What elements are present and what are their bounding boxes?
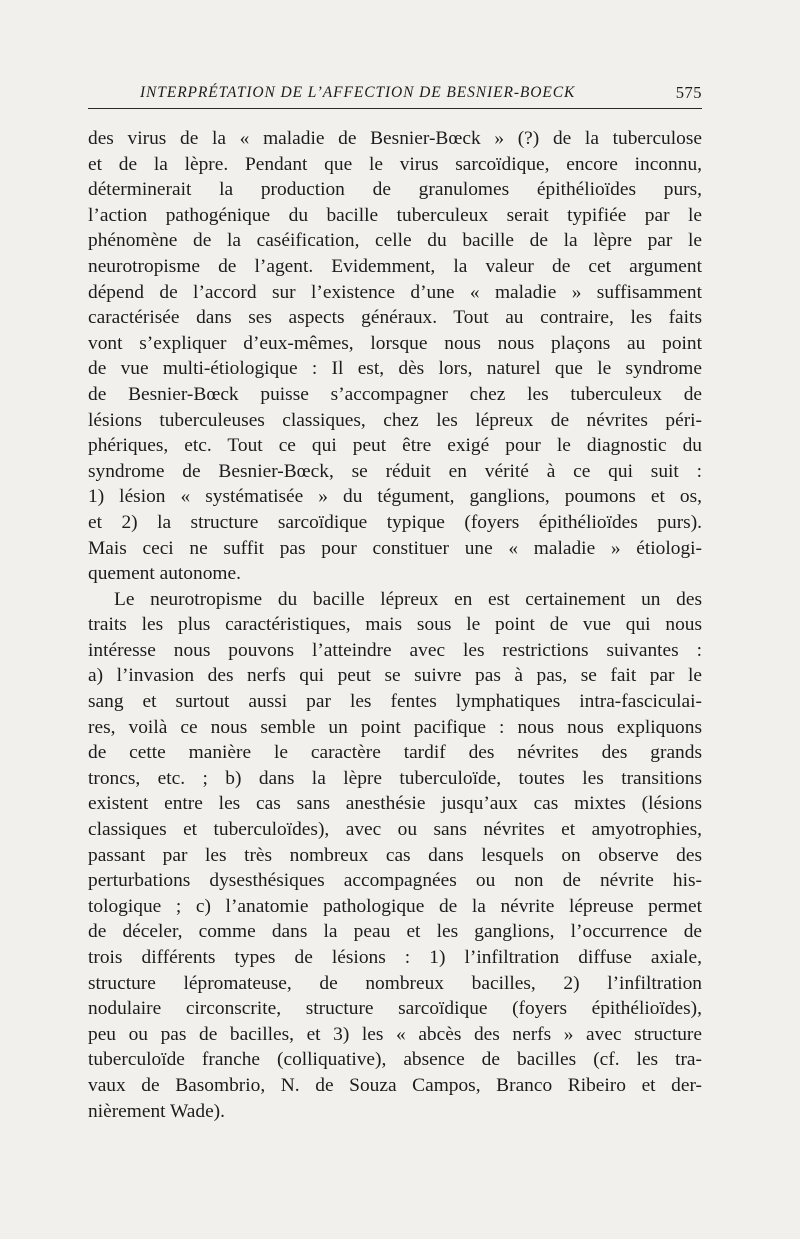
text-line: nodulaire circonscrite, structure sarcoïdique (foyers épithélioïdes), — [88, 998, 702, 1020]
text-line: vaux de Basombrio, N. de Souza Campos, Branco Ribeiro et der- — [88, 1074, 702, 1096]
text-line: Mais ceci ne suffit pas pour constituer une « maladie » étiologi- — [88, 537, 702, 559]
paragraph-2 — [88, 587, 702, 1124]
text-line: de déceler, comme dans la peau et les ganglions, l’occurrence de — [88, 921, 702, 943]
text-line: intéresse nous pouvons l’atteindre avec les restrictions suivantes : — [88, 639, 702, 661]
text-line: et de la lèpre. Pendant que le virus sarcoïdique, encore inconnu, — [88, 153, 702, 175]
text-line: peu ou pas de bacilles, et 3) les « abcès des nerfs » avec structure — [88, 1023, 702, 1045]
text-line: troncs, etc. ; b) dans la lèpre tuberculoïde, toutes les transitions — [88, 767, 702, 789]
text-line: passant par les très nombreux cas dans lesquels on observe des — [88, 844, 702, 866]
text-line: neurotropisme de l’agent. Evidemment, la valeur de cet argument — [88, 255, 702, 277]
text-line: de vue multi-étiologique : Il est, dès lors, naturel que le syndrome — [88, 358, 702, 380]
text-line: phériques, etc. Tout ce qui peut être exigé pour le diagnostic du — [88, 435, 702, 457]
text-line: syndrome de Besnier-Bœck, se réduit en vérité à ce qui suit : — [88, 460, 702, 482]
body-text — [88, 126, 702, 1124]
text-line: de cette manière le caractère tardif des névrites des grands — [88, 742, 702, 764]
text-line: et 2) la structure sarcoïdique typique (foyers épithélioïdes purs). — [88, 511, 702, 533]
paragraph-1 — [88, 126, 702, 587]
text-line: de Besnier-Bœck puisse s’accompagner chez les tuberculeux de — [88, 383, 702, 405]
text-line: l’action pathogénique du bacille tuberculeux serait typifiée par le — [88, 204, 702, 226]
text-line: lésions tuberculeuses classiques, chez les lépreux de névrites péri- — [88, 409, 702, 431]
text-line: a) l’invasion des nerfs qui peut se suivre pas à pas, se fait par le — [88, 665, 702, 687]
text-line: classiques et tuberculoïdes), avec ou sans névrites et amyotrophies, — [88, 819, 702, 841]
text-line: existent entre les cas sans anesthésie jusqu’aux cas mixtes (lésions — [88, 793, 702, 815]
text-line: res, voilà ce nous semble un point pacifique : nous nous expliquons — [88, 716, 702, 738]
running-header — [88, 80, 702, 109]
text-line: dépend de l’accord sur l’existence d’une « maladie » suffisamment — [88, 281, 702, 303]
text-line: des virus de la « maladie de Besnier-Bœck » (?) de la tuberculose — [88, 128, 702, 149]
text-line: nièrement Wade). — [88, 1100, 225, 1122]
text-line: caractérisée dans ses aspects généraux. Tout au contraire, les faits — [88, 307, 702, 329]
text-line: trois différents types de lésions : 1) l’infiltration diffuse axiale, — [88, 947, 702, 968]
running-title: INTERPRÉTATION DE L’AFFECTION DE BESNIER-BOECK — [140, 84, 576, 101]
text-line: phénomène de la caséification, celle du bacille de la lèpre par le — [88, 230, 702, 252]
text-line: vont s’expliquer d’eux-mêmes, lorsque nous nous plaçons au point — [88, 332, 702, 354]
text-line: déterminerait la production de granulomes épithélioïdes purs, — [88, 179, 702, 201]
text-line: 1) lésion « systématisée » du tégument, ganglions, poumons et os, — [88, 486, 702, 508]
text-line: structure lépromateuse, de nombreux bacilles, 2) l’infiltration — [88, 972, 702, 994]
text-line: sang et surtout aussi par les fentes lymphatiques intra-fasciculai- — [88, 691, 702, 713]
text-line: Le neurotropisme du bacille lépreux en est certainement un des — [114, 588, 702, 610]
text-line: perturbations dysesthésiques accompagnées ou non de névrite his- — [88, 870, 702, 892]
text-line: quement autonome. — [88, 563, 241, 585]
text-line: tuberculoïde franche (colliquative), absence de bacilles (cf. les tra- — [88, 1049, 702, 1071]
page-number: 575 — [675, 83, 702, 102]
text-line: tologique ; c) l’anatomie pathologique de la névrite lépreuse permet — [88, 895, 702, 917]
text-line: traits les plus caractéristiques, mais sous le point de vue qui nous — [88, 614, 702, 636]
